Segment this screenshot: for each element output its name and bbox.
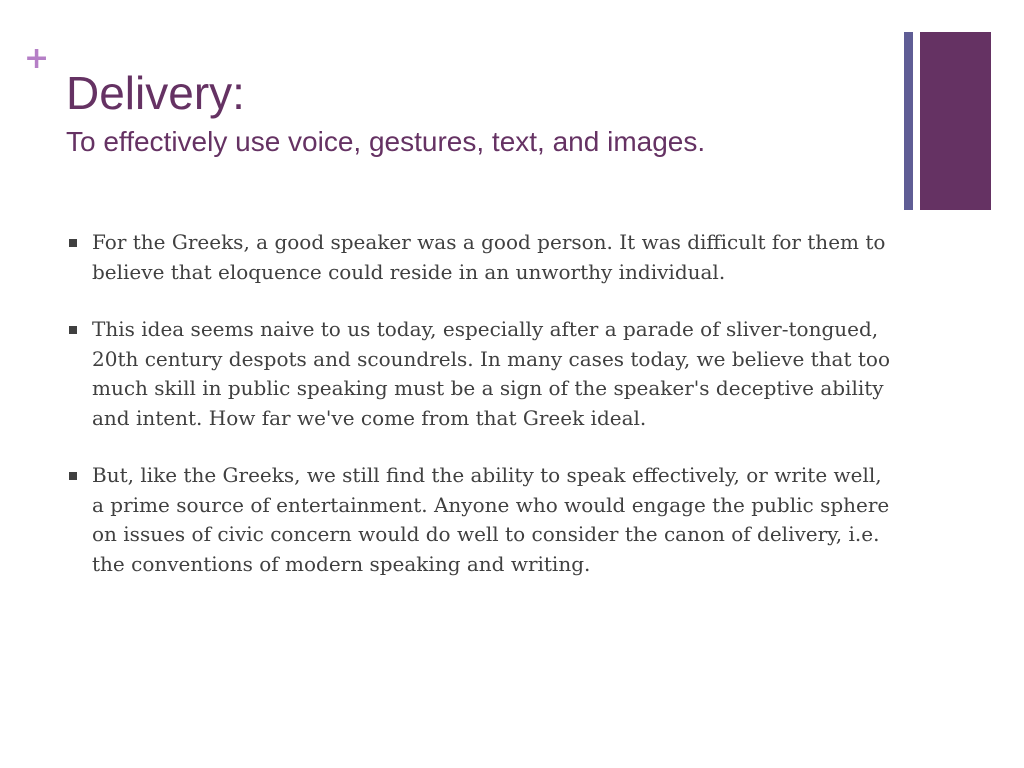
slide-title: Delivery: (66, 67, 245, 119)
bullet-text: This idea seems naive to us today, especially after a parade of sliver-tongued, 20th century despots and scoundrels. In many cases today, we believe that too much skill in public speaking must be a sign of the speaker's deceptive ability and intent. How far we've come from that Greek ideal. (92, 317, 890, 430)
bullet-item (66, 315, 896, 433)
slide-subtitle: To effectively use voice, gestures, text, and images. (66, 126, 706, 157)
plus-icon: + (24, 41, 50, 76)
accent-bar-thin (904, 32, 913, 210)
bullet-item (66, 228, 896, 287)
bullet-text: But, like the Greeks, we still find the ability to speak effectively, or write well, a prime source of entertainment. Anyone who would engage the public sphere on issues of civic concern would do well to consider the canon of delivery, i.e. the conventions of modern speaking and writing. (92, 463, 890, 576)
bullet-item (66, 461, 896, 579)
square-bullet-icon (69, 472, 77, 480)
accent-bar-thick (920, 32, 991, 210)
square-bullet-icon (69, 326, 77, 334)
bullet-text: For the Greeks, a good speaker was a good person. It was difficult for them to believe that eloquence could reside in an unworthy individual. (92, 230, 886, 284)
square-bullet-icon (69, 239, 77, 247)
bullet-list (66, 228, 896, 607)
